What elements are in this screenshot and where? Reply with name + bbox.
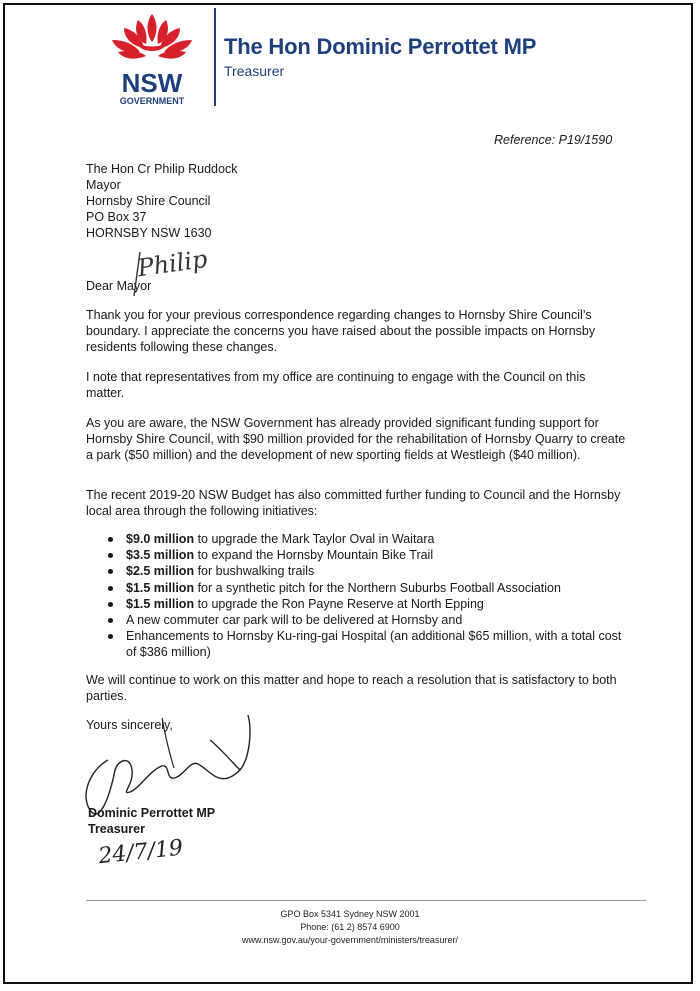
- reference-number: Reference: P19/1590: [494, 133, 613, 147]
- footer-address: GPO Box 5341 Sydney NSW 2001: [280, 909, 420, 919]
- body-paragraph: As you are aware, the NSW Government has already provided significant funding support for Hornsby Shire Council, with $90 million provided for the rehabilitation of Hornsby Quarry to create a park ($50 million) and the development of new sporting fields at Westleigh ($40 million).: [86, 416, 626, 462]
- recipient-address: [86, 161, 237, 241]
- address-line: Hornsby Shire Council: [86, 194, 211, 208]
- nsw-government-logo: [104, 12, 200, 108]
- footer-phone: Phone: (61 2) 8574 6900: [300, 922, 400, 932]
- address-line: HORNSBY NSW 1630: [86, 226, 212, 240]
- logo-brand-sub: GOVERNMENT: [119, 96, 185, 106]
- address-line: The Hon Cr Philip Ruddock: [86, 162, 238, 176]
- minister-role: Treasurer: [224, 63, 285, 79]
- signatory-role: Treasurer: [88, 822, 145, 836]
- body-paragraph: Thank you for your previous correspondence regarding changes to Hornsby Shire Council’s boundary. I appreciate the concerns you have raised about the possible impacts on Hornsby residents following these changes.: [86, 308, 596, 354]
- header-divider: [214, 8, 216, 106]
- closing-paragraph: We will continue to work on this matter and hope to reach a resolution that is satisfactory to both parties.: [86, 673, 617, 703]
- initiatives-list: [106, 531, 626, 661]
- footer-website-link[interactable]: www.nsw.gov.au/your-government/ministers/treasurer/: [242, 935, 458, 945]
- body-paragraph: I note that representatives from my office are continuing to engage with the Council on this matter.: [86, 370, 586, 400]
- waratah-flower-icon: [112, 14, 192, 59]
- list-item: $1.5 million to upgrade the Ron Payne Reserve at North Epping: [106, 596, 626, 612]
- address-line: PO Box 37: [86, 210, 147, 224]
- address-line: Mayor: [86, 178, 121, 192]
- signatory-name: Dominic Perrottet MP: [88, 806, 216, 820]
- minister-name: The Hon Dominic Perrottet MP: [224, 34, 537, 59]
- logo-brand-word: NSW: [121, 68, 183, 98]
- body-paragraph: The recent 2019-20 NSW Budget has also committed further funding to Council and the Hornsby local area through the following initiatives:: [86, 488, 621, 518]
- footer-divider: [86, 900, 646, 901]
- list-item: A new commuter car park will to be delivered at Hornsby and: [106, 612, 626, 628]
- sign-off: Yours sincerely,: [86, 718, 173, 732]
- list-item: $3.5 million to expand the Hornsby Mountain Bike Trail: [106, 547, 626, 563]
- handwritten-date: 24/7/19: [97, 835, 185, 870]
- salutation: Dear Mayor: [86, 279, 152, 293]
- handwritten-signature: [70, 700, 270, 870]
- list-item: $1.5 million for a synthetic pitch for the Northern Suburbs Football Association: [106, 580, 626, 596]
- list-item: $9.0 million to upgrade the Mark Taylor Oval in Waitara: [106, 531, 626, 547]
- list-item: $2.5 million for bushwalking trails: [106, 563, 626, 579]
- list-item: Enhancements to Hornsby Ku-ring-gai Hospital (an additional $65 million, with a total cost of $386 million): [106, 628, 626, 660]
- footer: [150, 908, 550, 947]
- svg-text:Philip: Philip: [135, 244, 210, 283]
